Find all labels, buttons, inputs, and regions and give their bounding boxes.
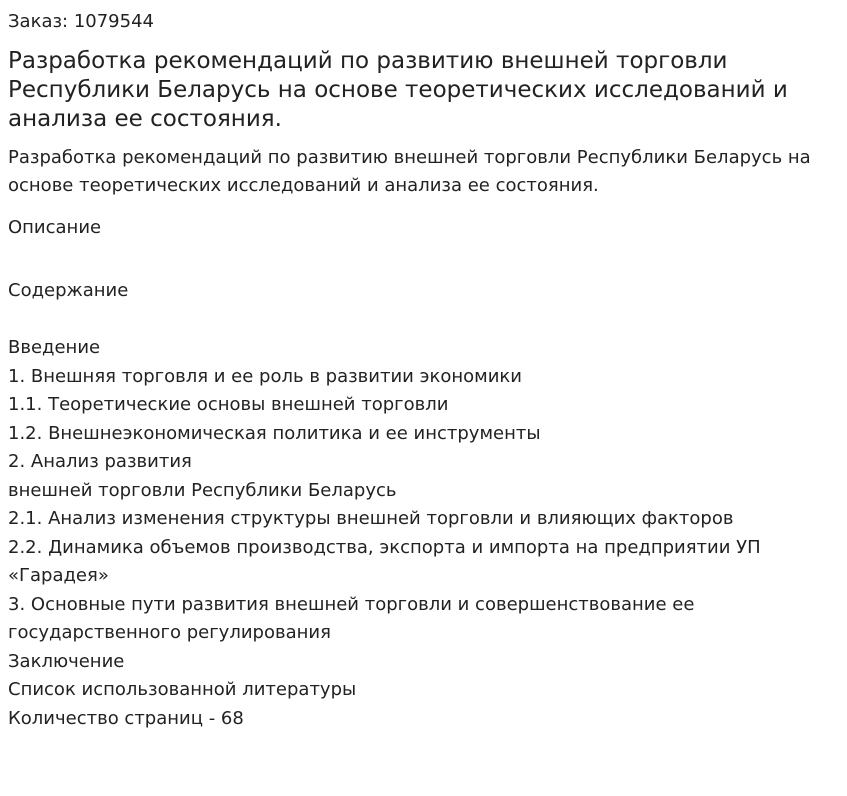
page-subtitle: Разработка рекомендаций по развитию внешней торговли Республики Беларусь на основе теоретических исследований и анализа ее состояния. bbox=[8, 147, 811, 196]
table-of-contents bbox=[8, 334, 838, 733]
toc-item: 1.1. Теоретические основы внешней торговли bbox=[8, 394, 449, 415]
toc-item: 2. Анализ развития bbox=[8, 451, 192, 472]
description-heading: Описание bbox=[8, 217, 102, 238]
toc-item: 1. Внешняя торговля и ее роль в развитии экономики bbox=[8, 365, 522, 387]
toc-item: Заключение bbox=[8, 650, 125, 672]
toc-item: Список использованной литературы bbox=[8, 679, 357, 700]
toc-item: Количество страниц - 68 bbox=[8, 707, 244, 729]
order-number: Заказ: 1079544 bbox=[8, 11, 154, 32]
toc-item: 1.2. Внешнеэкономическая политика и ее инструменты bbox=[8, 422, 541, 444]
toc-item: внешней торговли Республики Беларусь bbox=[8, 479, 397, 501]
toc-item: Введение bbox=[8, 337, 101, 358]
toc-item: 2.2. Динамика объемов производства, экспорта и импорта на предприятии УП «Гарадея» bbox=[8, 536, 761, 586]
page-title: Разработка рекомендаций по развитию внешней торговли Республики Беларусь на основе теоретических исследований и анализа ее состояния. bbox=[8, 48, 788, 132]
toc-item: 2.1. Анализ изменения структуры внешней торговли и влияющих факторов bbox=[8, 508, 734, 529]
toc-item: 3. Основные пути развития внешней торговли и совершенствование ее государственного регулирования bbox=[8, 593, 695, 643]
contents-heading: Содержание bbox=[8, 280, 129, 301]
